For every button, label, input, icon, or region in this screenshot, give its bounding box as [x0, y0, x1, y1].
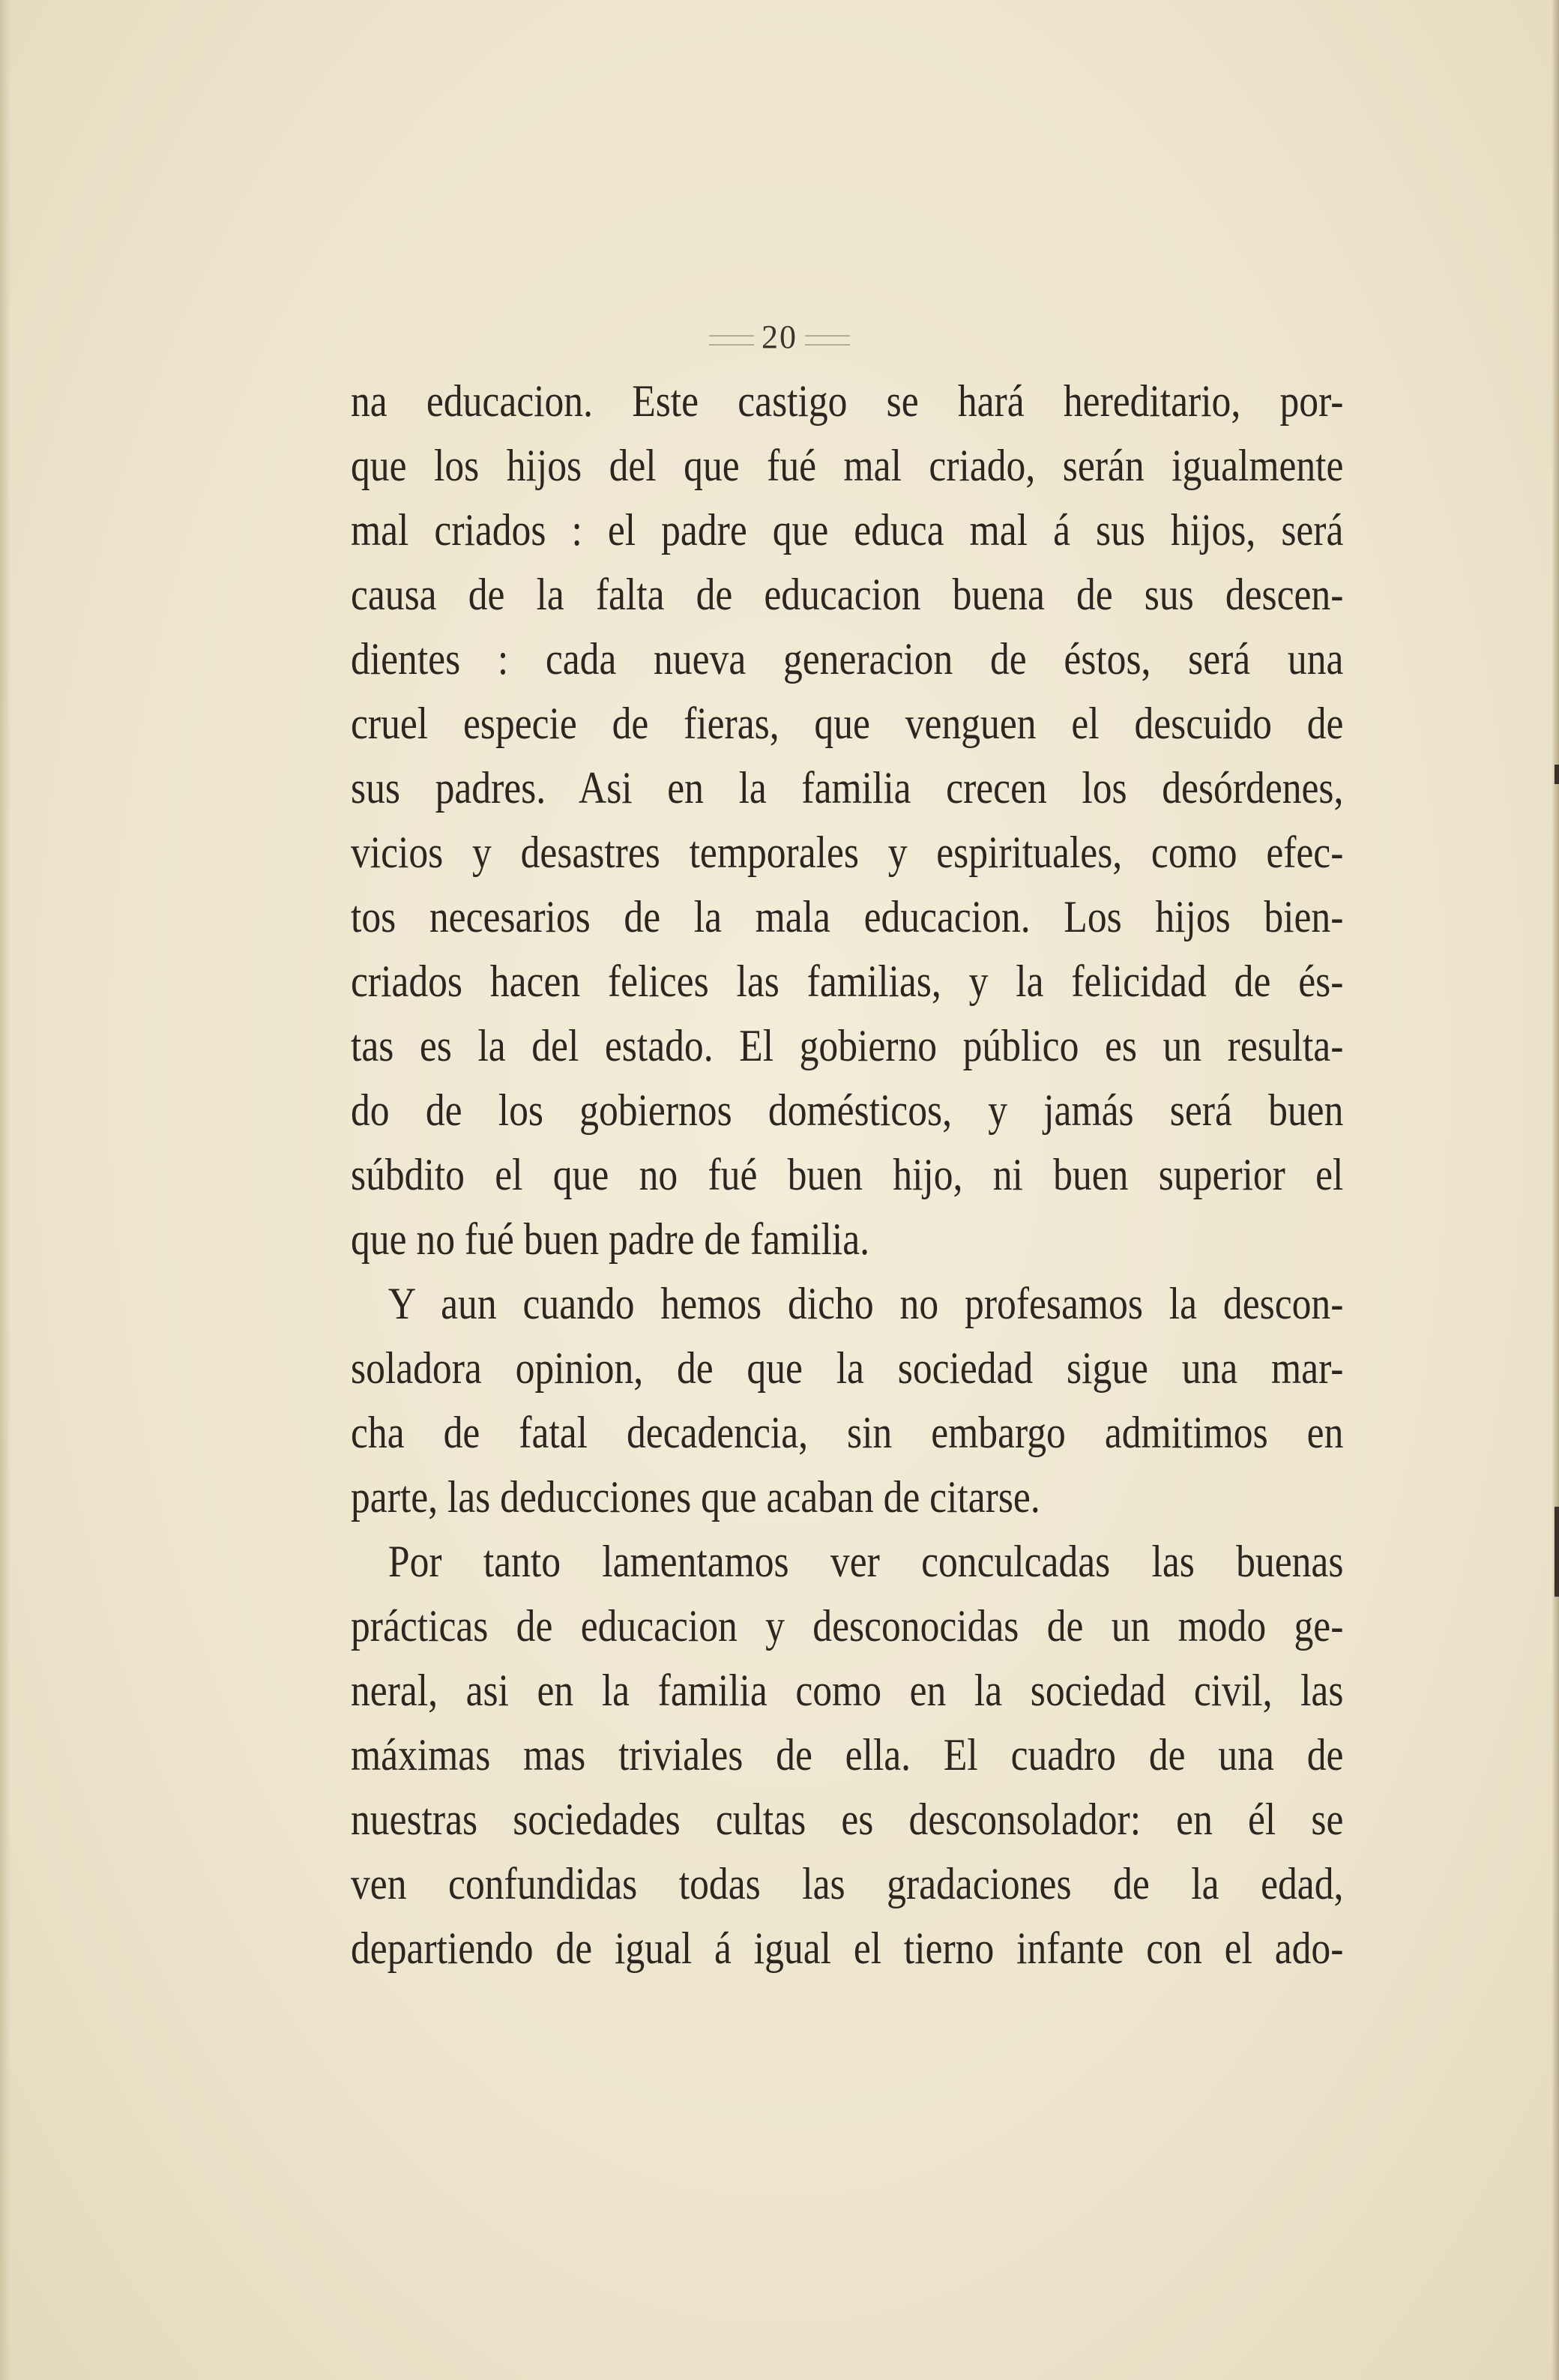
page-left-edge	[0, 0, 10, 2380]
text-line: prácticas de educacion y desconocidas de un modo ge-	[351, 1601, 1344, 1651]
text-line: dientes : cada nueva generacion de éstos, será una	[351, 634, 1344, 684]
text-line: do de los gobiernos domésticos, y jamás será buen	[351, 1085, 1344, 1135]
text-line: ven confundidas todas las gradaciones de la edad,	[351, 1859, 1344, 1908]
text-line: cha de fatal decadencia, sin embargo admitimos en	[351, 1408, 1344, 1457]
edge-mark	[1555, 765, 1559, 784]
body-text	[351, 369, 1348, 1980]
text-line: neral, asi en la familia como en la sociedad civil, las	[351, 1666, 1344, 1715]
text-line: cruel especie de fieras, que venguen el descuido de	[351, 699, 1344, 748]
text-line: que los hijos del que fué mal criado, serán igualmente	[351, 441, 1344, 490]
page-number-header	[0, 318, 1559, 356]
text-line: súbdito el que no fué buen hijo, ni buen superior el	[351, 1150, 1344, 1199]
text-line: mal criados : el padre que educa mal á sus hijos, será	[351, 505, 1344, 555]
text-line: departiendo de igual á igual el tierno infante con el ado-	[351, 1923, 1344, 1973]
text-line: criados hacen felices las familias, y la felicidad de és-	[351, 956, 1344, 1006]
text-line: soladora opinion, de que la sociedad sigue una mar-	[351, 1343, 1344, 1393]
text-line: vicios y desastres temporales y espirituales, como efec-	[351, 828, 1344, 877]
edge-mark	[1555, 1507, 1559, 1597]
text-line: causa de la falta de educacion buena de sus descen-	[351, 570, 1344, 619]
text-line: parte, las deducciones que acaban de citarse.	[351, 1472, 1040, 1522]
text-line: máximas mas triviales de ella. El cuadro de una de	[351, 1730, 1344, 1780]
text-line: Y aun cuando hemos dicho no profesamos la descon-	[388, 1279, 1344, 1328]
ornament-rule	[709, 335, 754, 346]
text-line: Por tanto lamentamos ver conculcadas las buenas	[388, 1537, 1344, 1586]
text-line: nuestras sociedades cultas es desconsolador: en él se	[351, 1795, 1344, 1844]
ornament-rule	[805, 335, 850, 346]
text-line: sus padres. Asi en la familia crecen los desórdenes,	[351, 763, 1344, 813]
page-number: 20	[762, 319, 797, 355]
text-line: que no fué buen padre de familia.	[351, 1214, 870, 1264]
text-line: tos necesarios de la mala educacion. Los hijos bien-	[351, 892, 1344, 942]
text-line: tas es la del estado. El gobierno público es un resulta-	[351, 1021, 1344, 1070]
text-line: na educacion. Este castigo se hará hereditario, por-	[351, 376, 1344, 426]
page-right-edge	[1552, 0, 1559, 2380]
